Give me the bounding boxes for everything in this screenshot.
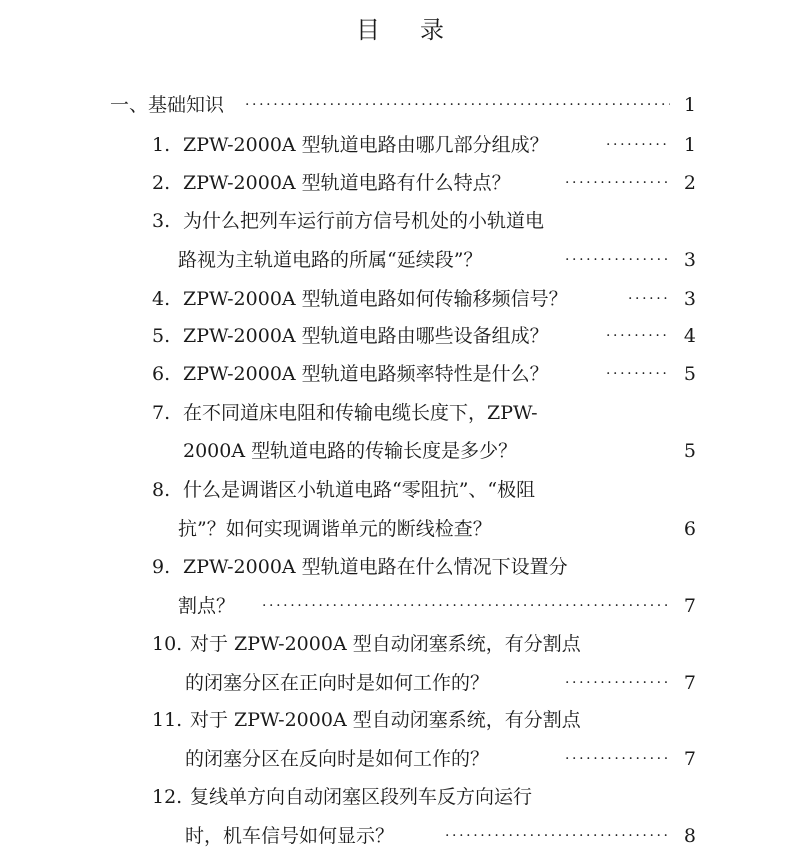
leader-dots bbox=[565, 744, 670, 774]
page-number: 3 bbox=[683, 249, 696, 271]
entry-title-line: 为什么把列车运行前方信号机处的小轨道电 bbox=[183, 210, 545, 232]
entry-number: 6. bbox=[152, 363, 171, 385]
toc-entry[interactable] bbox=[0, 321, 800, 351]
toc-entry[interactable] bbox=[0, 398, 800, 428]
leader-dots bbox=[565, 245, 670, 275]
toc-entry[interactable] bbox=[0, 705, 800, 735]
page-number: 1 bbox=[683, 94, 696, 116]
page-number: 5 bbox=[683, 440, 696, 462]
page-number: 1 bbox=[683, 134, 696, 156]
toc-entry-continuation[interactable] bbox=[0, 821, 800, 851]
toc-entry-continuation[interactable] bbox=[0, 668, 800, 698]
toc-entry[interactable] bbox=[0, 168, 800, 198]
leader-dots bbox=[565, 168, 670, 198]
toc-entry[interactable] bbox=[0, 475, 800, 505]
leader-dots bbox=[606, 359, 670, 389]
entry-number: 1. bbox=[152, 134, 171, 156]
page-number: 8 bbox=[683, 825, 696, 847]
page-number: 2 bbox=[683, 172, 696, 194]
entry-number: 12. bbox=[152, 786, 183, 808]
entry-number: 10. bbox=[152, 633, 183, 655]
page-number: 5 bbox=[683, 363, 696, 385]
page-title: 目录 bbox=[356, 16, 484, 44]
toc-section[interactable] bbox=[0, 90, 800, 120]
page-number: 6 bbox=[683, 518, 696, 540]
toc-entry-continuation[interactable] bbox=[0, 591, 800, 621]
toc-entry-continuation[interactable] bbox=[0, 744, 800, 774]
entry-title-line: 2000A 型轨道电路的传输长度是多少？ bbox=[183, 440, 518, 462]
leader-dots bbox=[445, 821, 670, 851]
entry-number: 7. bbox=[152, 402, 171, 424]
toc-entry[interactable] bbox=[0, 130, 800, 160]
entry-number: 3. bbox=[152, 210, 171, 232]
entry-title-line: 什么是调谐区小轨道电路“零阻抗”、“极阻 bbox=[183, 479, 536, 501]
toc-entry-continuation[interactable] bbox=[0, 514, 800, 544]
entry-title-line: 的闭塞分区在正向时是如何工作的？ bbox=[185, 672, 490, 694]
section-title: 一、基础知识 bbox=[110, 94, 225, 116]
leader-dots bbox=[245, 90, 670, 120]
toc-entry[interactable] bbox=[0, 782, 800, 812]
entry-title-line: 对于 ZPW-2000A 型自动闭塞系统，有分割点 bbox=[190, 633, 581, 655]
leader-dots bbox=[606, 130, 670, 160]
entry-title-line: ZPW-2000A 型轨道电路在什么情况下设置分 bbox=[183, 556, 568, 578]
entry-title-line: 在不同道床电阻和传输电缆长度下，ZPW- bbox=[183, 402, 538, 424]
entry-title-line: 割点？ bbox=[178, 595, 236, 617]
entry-title: ZPW-2000A 型轨道电路频率特性是什么？ bbox=[183, 363, 549, 385]
entry-number: 5. bbox=[152, 325, 171, 347]
toc-entry-continuation[interactable] bbox=[0, 245, 800, 275]
toc-entry[interactable] bbox=[0, 629, 800, 659]
leader-dots bbox=[262, 591, 670, 621]
toc-entry[interactable] bbox=[0, 206, 800, 236]
entry-title: ZPW-2000A 型轨道电路由哪些设备组成？ bbox=[183, 325, 549, 347]
page-number: 7 bbox=[683, 672, 696, 694]
page-number: 7 bbox=[683, 748, 696, 770]
entry-number: 4. bbox=[152, 288, 171, 310]
page-number: 3 bbox=[683, 288, 696, 310]
leader-dots bbox=[565, 668, 670, 698]
leader-dots bbox=[606, 321, 670, 351]
toc-entry[interactable] bbox=[0, 284, 800, 314]
entry-title-line: 复线单方向自动闭塞区段列车反方向运行 bbox=[190, 786, 533, 808]
page-number: 4 bbox=[683, 325, 696, 347]
entry-title: ZPW-2000A 型轨道电路有什么特点？ bbox=[183, 172, 511, 194]
entry-title-line: 路视为主轨道电路的所属“延续段”？ bbox=[178, 249, 483, 271]
toc-entry[interactable] bbox=[0, 552, 800, 582]
entry-title-line: 时，机车信号如何显示？ bbox=[185, 825, 395, 847]
entry-number: 11. bbox=[152, 709, 183, 731]
entry-title: ZPW-2000A 型轨道电路由哪几部分组成？ bbox=[183, 134, 549, 156]
page-number: 7 bbox=[683, 595, 696, 617]
leader-dots bbox=[628, 284, 670, 314]
entry-title-line: 对于 ZPW-2000A 型自动闭塞系统，有分割点 bbox=[190, 709, 581, 731]
entry-title-line: 抗”？如何实现调谐单元的断线检查？ bbox=[178, 518, 492, 540]
entry-title: ZPW-2000A 型轨道电路如何传输移频信号？ bbox=[183, 288, 568, 310]
entry-number: 2. bbox=[152, 172, 171, 194]
toc-entry[interactable] bbox=[0, 359, 800, 389]
entry-number: 9. bbox=[152, 556, 171, 578]
entry-number: 8. bbox=[152, 479, 171, 501]
toc-entry-continuation[interactable] bbox=[0, 436, 800, 466]
entry-title-line: 的闭塞分区在反向时是如何工作的？ bbox=[185, 748, 490, 770]
